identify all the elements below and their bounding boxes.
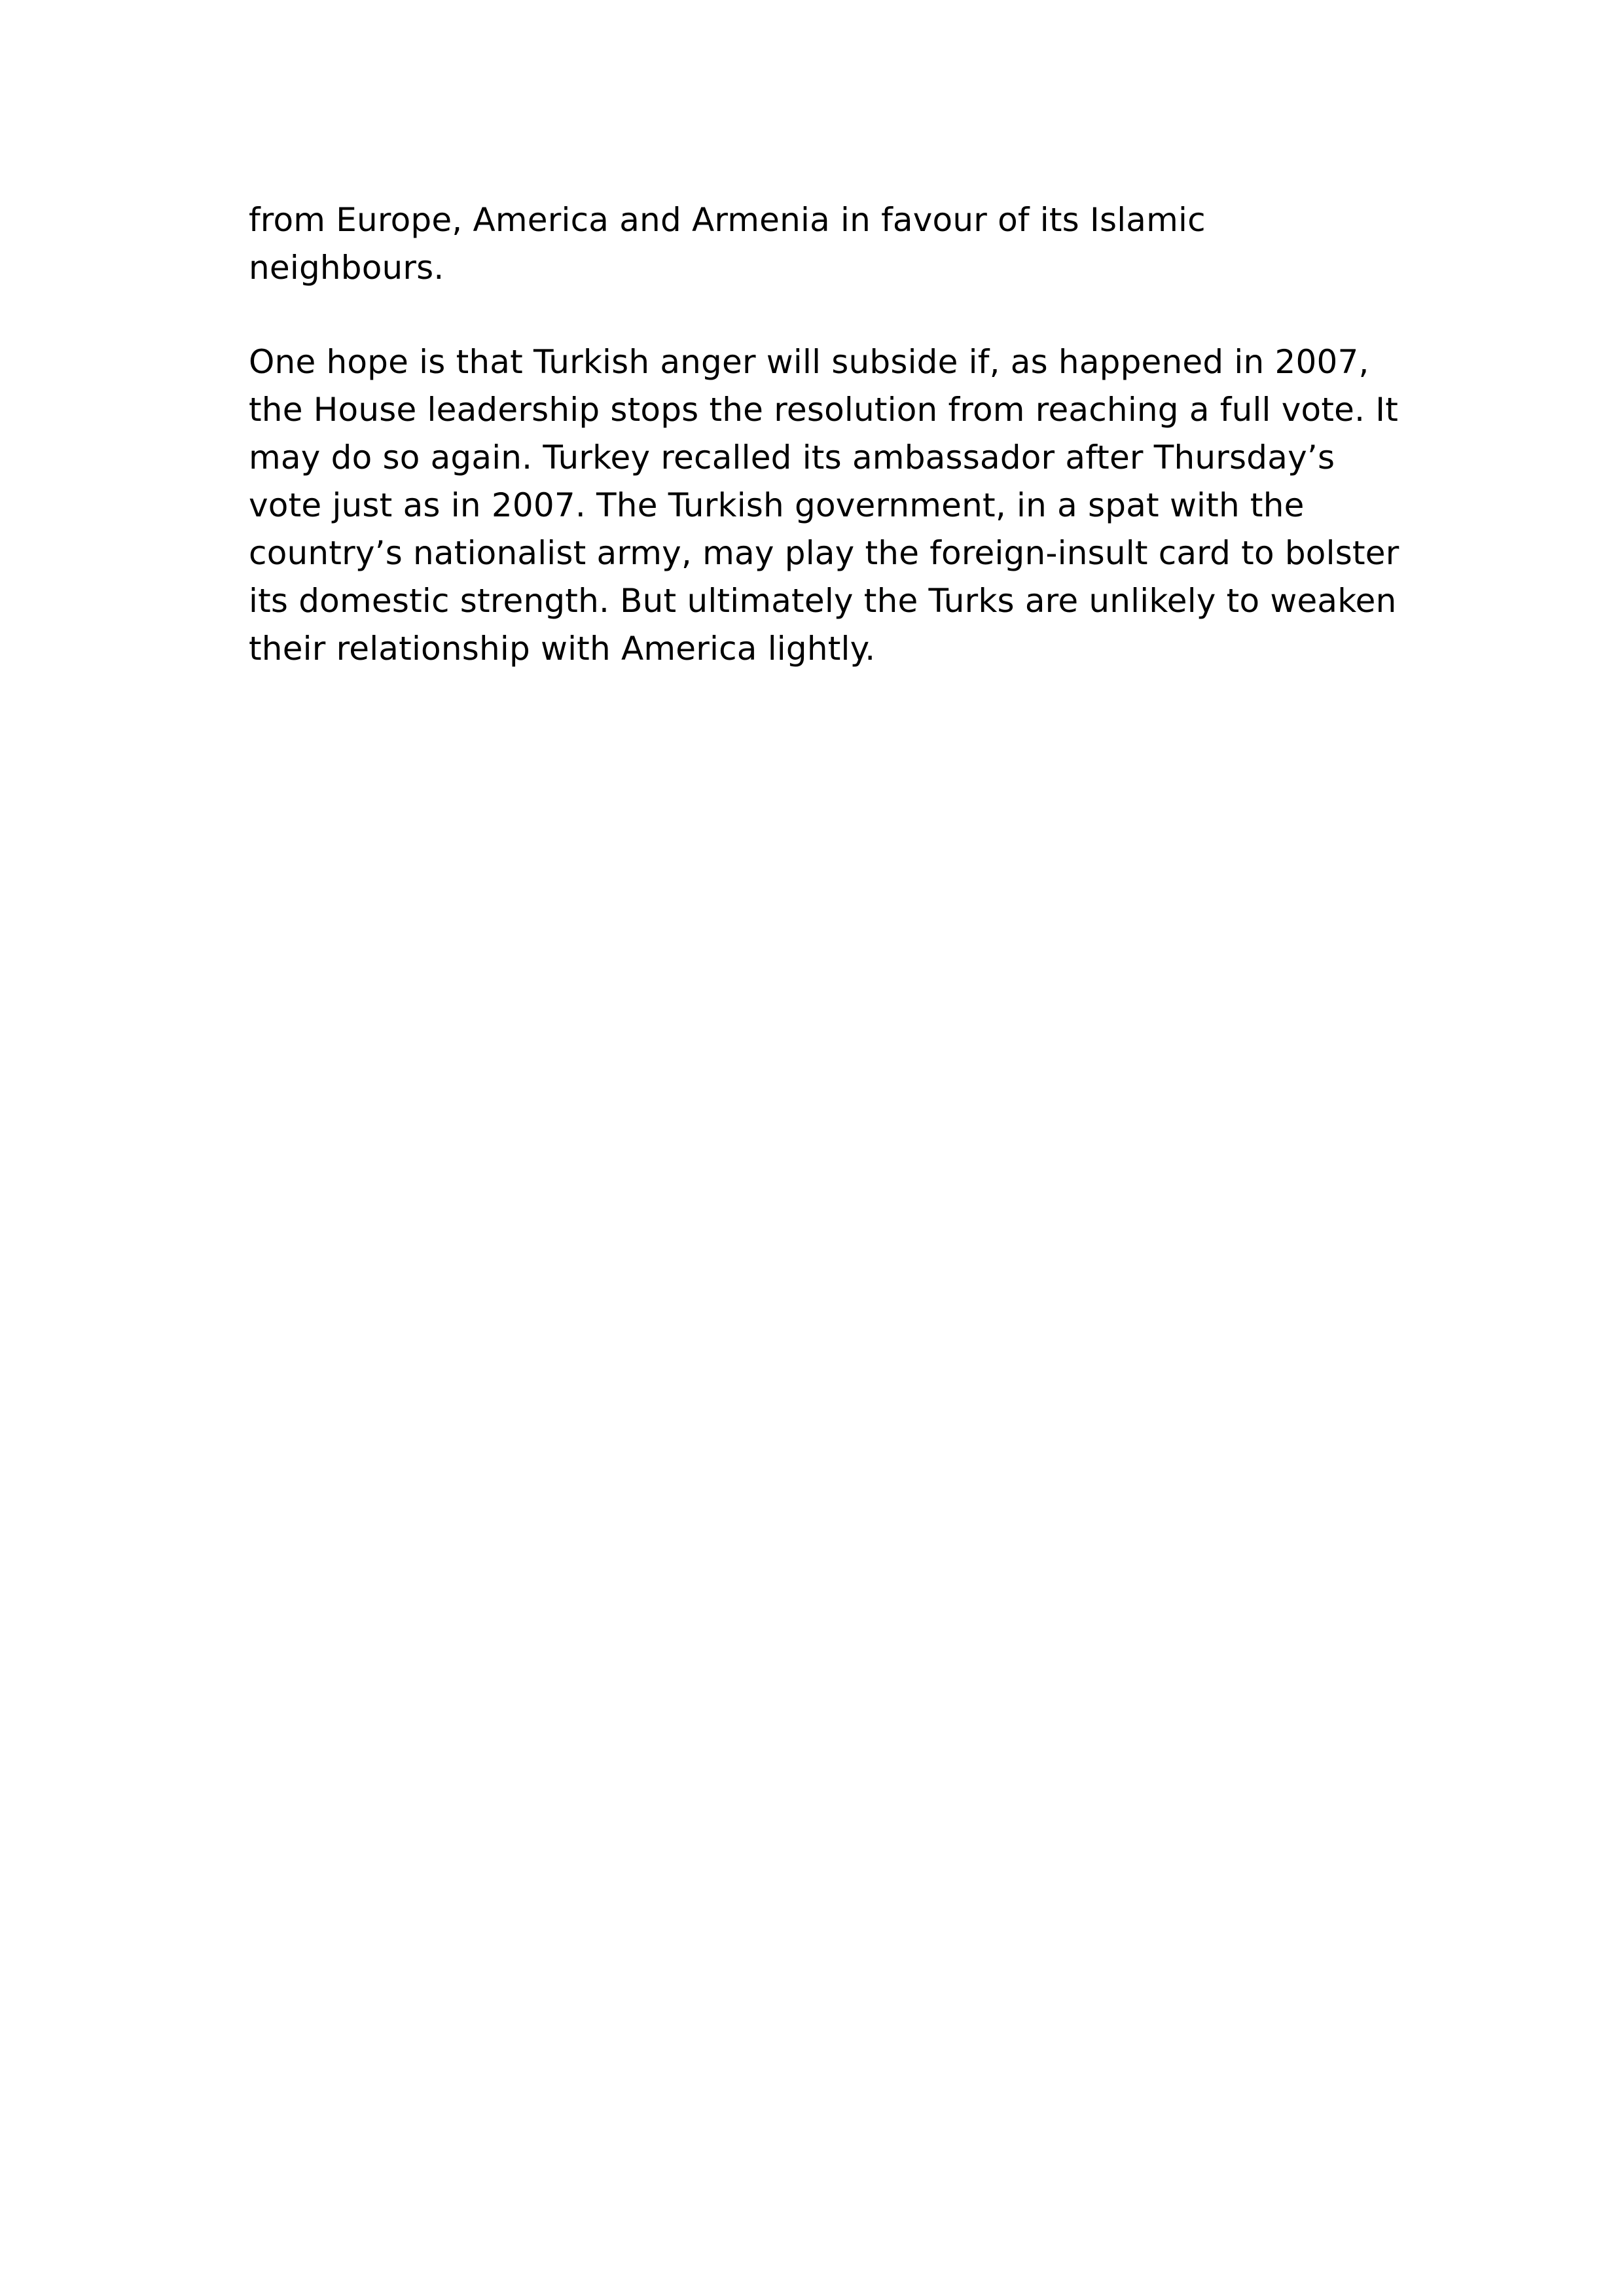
text-block xyxy=(249,196,1399,673)
text-line: vote just as in 2007. The Turkish government, in a spat with the xyxy=(249,486,1305,524)
text-line: the House leadership stops the resolution from reaching a full vote. It xyxy=(249,391,1399,429)
text-line: their relationship with America lightly. xyxy=(249,630,876,668)
paragraph xyxy=(249,196,1388,292)
text-line: its domestic strength. But ultimately the Turks are unlikely to weaken xyxy=(249,582,1397,620)
text-line: may do so again. Turkey recalled its ambassador after Thursday’s xyxy=(249,439,1335,476)
text-line: country’s nationalist army, may play the foreign-insult card to bolster xyxy=(249,534,1399,572)
paragraph xyxy=(249,338,1399,673)
text-line: neighbours. xyxy=(249,249,444,287)
text-line: from Europe, America and Armenia in favour of its Islamic xyxy=(249,201,1206,239)
text-line: One hope is that Turkish anger will subside if, as happened in 2007, xyxy=(249,343,1369,381)
